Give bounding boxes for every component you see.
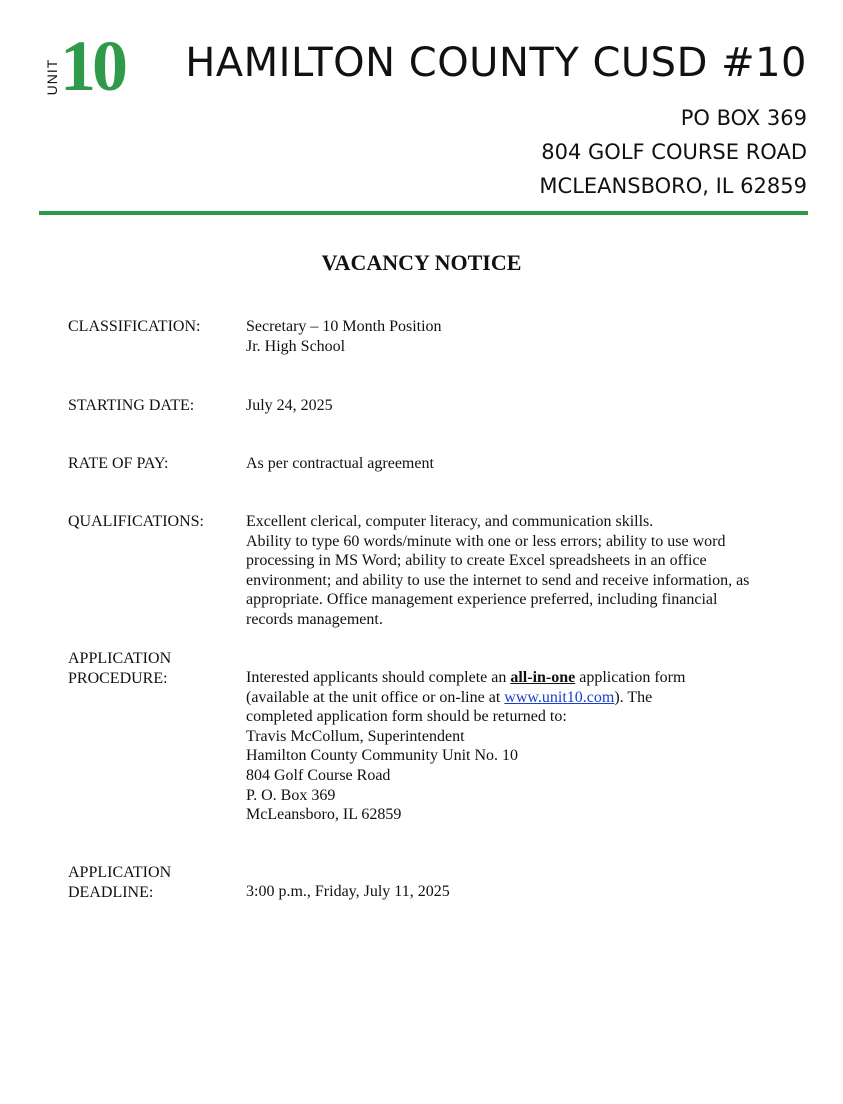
procedure-value: [246, 668, 806, 825]
procedure-line: McLeansboro, IL 62859: [246, 806, 402, 824]
qualifications-line: appropriate. Office management experience preferred, including financial: [246, 591, 718, 609]
qualifications-value: [246, 512, 806, 630]
qualifications-label: QUALIFICATIONS:: [68, 513, 204, 530]
page-title: VACANCY NOTICE: [321, 250, 522, 275]
qualifications-line: processing in MS Word; ability to create Excel spreadsheets in an office: [246, 552, 707, 570]
procedure-line: Travis McCollum, Superintendent: [246, 727, 465, 745]
classification-line: Secretary – 10 Month Position: [246, 318, 442, 335]
deadline-label: [68, 863, 171, 902]
logo-number: 10: [60, 26, 124, 106]
address-line: 804 GOLF COURSE ROAD: [541, 140, 807, 164]
procedure-label-line: APPLICATION: [68, 650, 172, 667]
procedure-label: [68, 649, 171, 688]
procedure-text: application form: [575, 669, 686, 686]
all-in-one-emphasis: all-in-one: [510, 669, 576, 686]
address-line: MCLEANSBORO, IL 62859: [539, 174, 807, 198]
rate-of-pay-value: As per contractual agreement: [246, 455, 434, 472]
district-logo: [44, 26, 134, 106]
procedure-line: Hamilton County Community Unit No. 10: [246, 747, 519, 765]
rate-of-pay-label: RATE OF PAY:: [68, 455, 169, 472]
procedure-line: [246, 688, 806, 708]
unit10-website-link[interactable]: www.unit10.com: [504, 688, 615, 706]
org-address: [539, 101, 807, 203]
deadline-label-line: DEADLINE:: [68, 883, 154, 901]
classification-line: Jr. High School: [246, 337, 346, 355]
address-line: PO BOX 369: [680, 106, 807, 130]
procedure-line: completed application form should be returned to:: [246, 708, 567, 726]
deadline-label-line: APPLICATION: [68, 864, 172, 881]
procedure-text: (available at the unit office or on-line at: [246, 688, 505, 706]
logo-unit-text: UNIT: [44, 58, 60, 96]
qualifications-line: Excellent clerical, computer literacy, and communication skills.: [246, 513, 654, 530]
header-divider: [39, 211, 808, 215]
starting-date-value: July 24, 2025: [246, 397, 333, 414]
classification-value: [246, 317, 806, 356]
qualifications-line: records management.: [246, 610, 383, 628]
starting-date-label: STARTING DATE:: [68, 397, 195, 414]
qualifications-line: environment; and ability to use the internet to send and receive information, as: [246, 571, 750, 589]
deadline-value: 3:00 p.m., Friday, July 11, 2025: [246, 883, 450, 900]
classification-label: CLASSIFICATION:: [68, 318, 201, 335]
procedure-text: ). The: [614, 688, 653, 706]
org-name: HAMILTON COUNTY CUSD #10: [185, 40, 807, 86]
procedure-line: P. O. Box 369: [246, 786, 336, 804]
procedure-text: Interested applicants should complete an: [246, 669, 511, 686]
procedure-label-line: PROCEDURE:: [68, 669, 168, 687]
procedure-line: 804 Golf Course Road: [246, 766, 391, 784]
qualifications-line: Ability to type 60 words/minute with one or less errors; ability to use word: [246, 532, 726, 550]
procedure-line: [246, 668, 806, 688]
